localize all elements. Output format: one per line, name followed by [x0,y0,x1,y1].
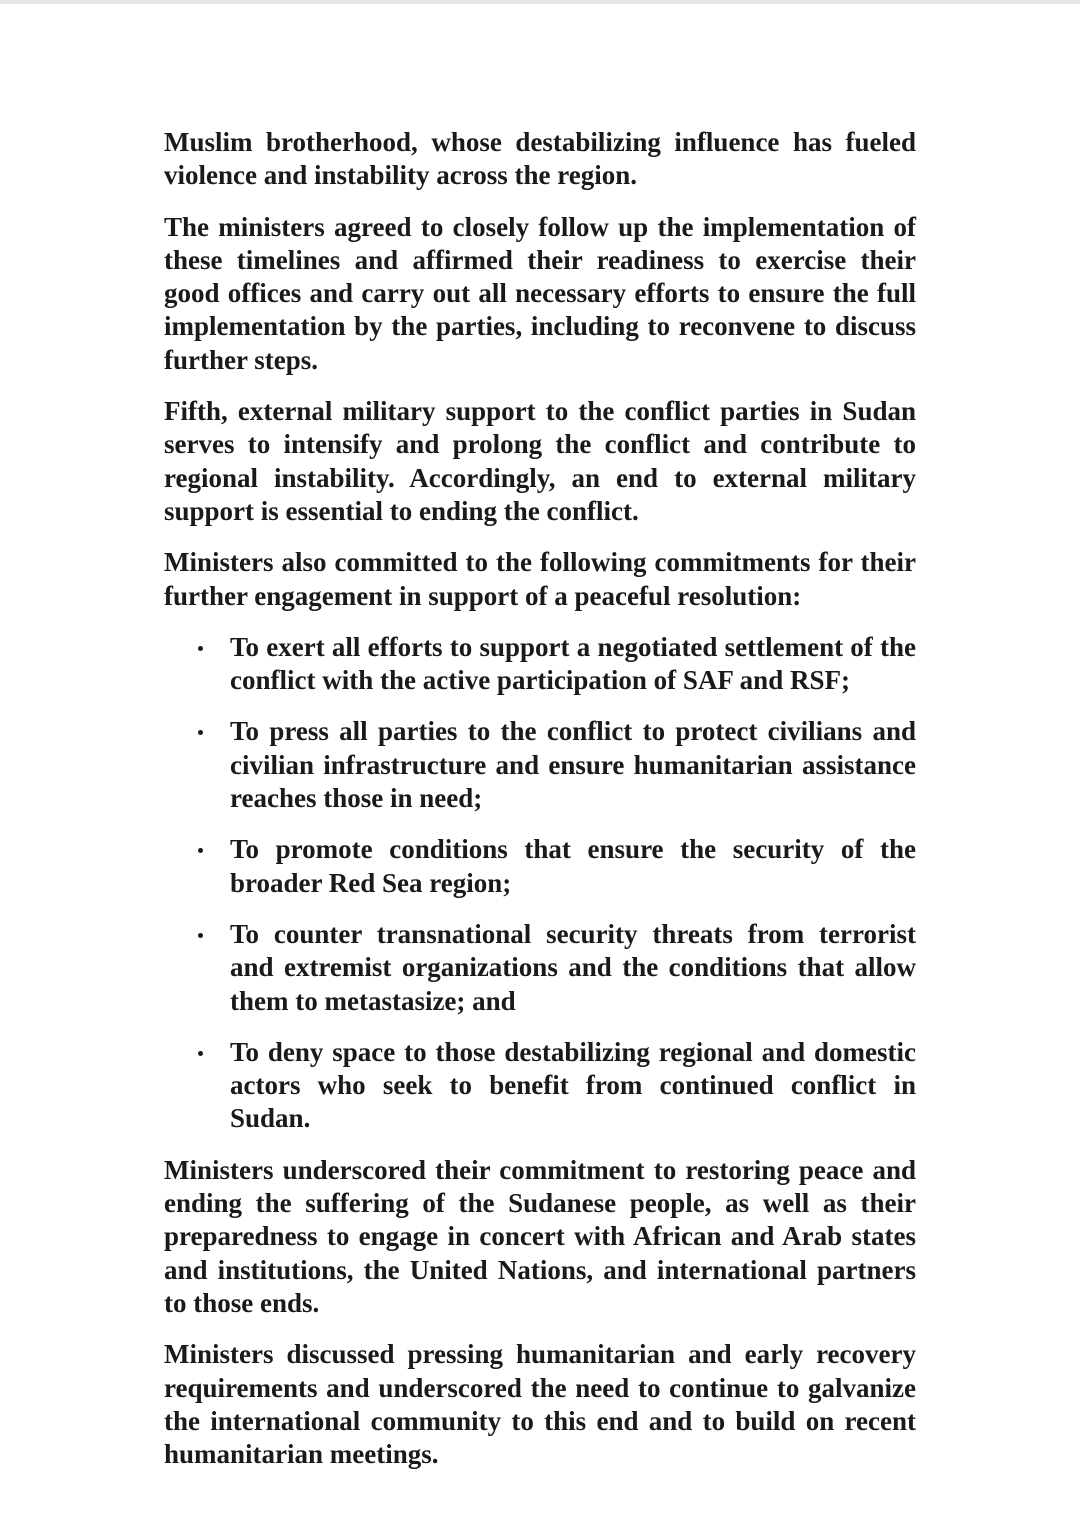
list-item [164,715,916,815]
top-border [0,0,1080,4]
paragraph-humanitarian-requirements: Ministers discussed pressing humanitarian and early recovery requirements and underscored the need to continue to galvanize the international community to this end and to build on recent humanitarian meetings. [164,1339,916,1470]
list-item-text: To deny space to those destabilizing regional and domestic actors who seek to benefit from continued conflict in Sudan. [230,1036,916,1134]
bullet-icon [198,848,203,853]
bullet-icon [198,933,203,938]
bullet-icon [198,1051,203,1056]
document-page [164,126,916,1489]
paragraph-restoring-peace: Ministers underscored their commitment to restoring peace and ending the suffering of the Sudanese people, as well as their preparedness to engage in concert with African and Arab states and institutions, the United Nations, and international partners to those ends. [164,1154,916,1318]
list-item [164,833,916,900]
list-item-text: To promote conditions that ensure the security of the broader Red Sea region; [230,834,916,898]
list-item [164,1036,916,1136]
paragraph-commitments-intro: Ministers also committed to the following commitments for their further engagement in support of a peaceful resolution: [164,547,916,611]
bullet-icon [198,646,203,651]
list-item [164,631,916,698]
bullet-icon [198,730,203,735]
paragraph-external-military-support: Fifth, external military support to the conflict parties in Sudan serves to intensify and prolong the conflict and contribute to regional instability. Accordingly, an end to external military support is essential to ending the conflict. [164,396,916,526]
paragraph-timelines-followup: The ministers agreed to closely follow up the implementation of these timelines and affirmed their readiness to exercise their good offices and carry out all necessary efforts to ensure the full implementation by the parties, including to reconvene to discuss further steps. [164,211,916,375]
list-item-text: To exert all efforts to support a negotiated settlement of the conflict with the active participation of SAF and RSF; [230,631,916,696]
list-item-text: To counter transnational security threats from terrorist and extremist organizations and the conditions that allow them to metastasize; and [230,918,916,1016]
list-item [164,918,916,1018]
commitments-list [164,631,916,1136]
list-item-text: To press all parties to the conflict to protect civilians and civilian infrastructure and ensure humanitarian assistance reaches those in need; [230,716,916,814]
paragraph-muslim-brotherhood: Muslim brotherhood, whose destabilizing influence has fueled violence and instability across the region. [164,127,916,191]
